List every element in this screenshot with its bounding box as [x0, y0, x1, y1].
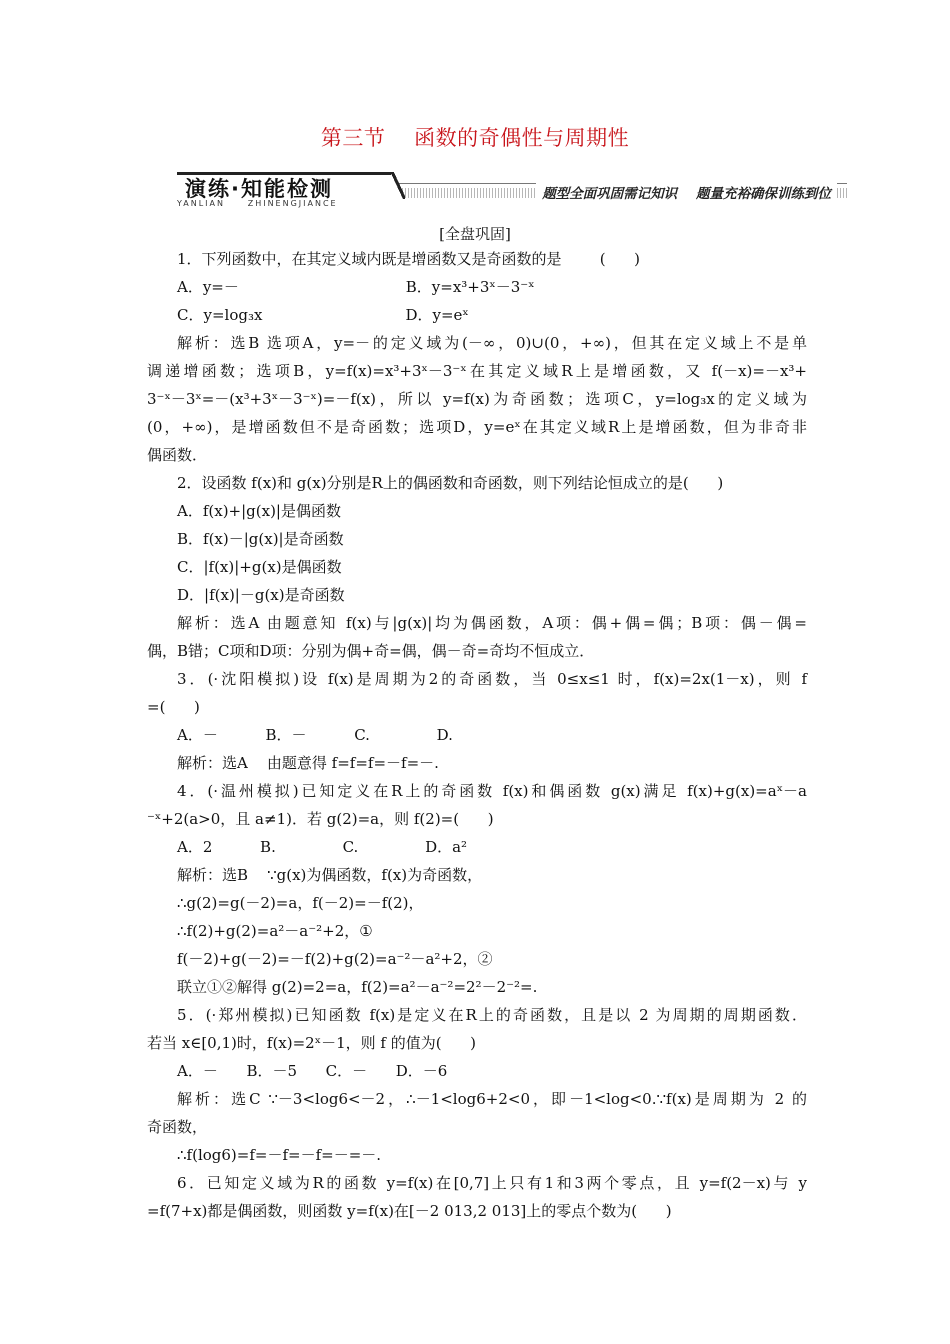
question-5-options: A．－ B．－5 C．－ D．－6: [177, 1062, 448, 1080]
question-4-options: A．2 B. C. D．a²: [177, 838, 468, 856]
banner-pinyin: YANLIAN ZHINENGJIANCE: [177, 199, 338, 208]
question-4-stem: 4．(·温州模拟)已知定义在R上的奇函数 f(x)和偶函数 g(x)满足 f(x)+g(x)=aˣ－a: [177, 782, 807, 800]
banner-tab-slant: [391, 172, 405, 199]
question-2-option-b: B．f(x)－|g(x)|是奇函数: [177, 530, 344, 548]
question-1-solution-line: 偶函数．: [147, 446, 208, 464]
section-label: [全盘巩固]: [439, 225, 511, 243]
banner-heading: 演练·知能检测: [185, 177, 333, 201]
question-2-option-d: D．|f(x)|－g(x)是奇函数: [177, 586, 345, 604]
question-5-solution-line: 奇函数，: [147, 1118, 208, 1136]
question-1-options-cd: C．y=log₃x D．y=eˣ: [177, 306, 469, 324]
question-6-stem: 6．已知定义域为R的函数 y=f(x)在[0,7]上只有1和3两个零点，且 y=f(2－x)与 y: [177, 1174, 807, 1192]
question-3-stem: 3．(·沈阳模拟)设 f(x)是周期为2的奇函数，当 0≤x≤1 时，f(x)=2x(1－x)，则 f: [177, 670, 807, 688]
question-1-solution-line: 3⁻ˣ－3ˣ=－(x³+3ˣ－3⁻ˣ)=－f(x)，所以 y=f(x)为奇函数；选项C，y=log₃x的定义域为: [147, 390, 807, 408]
question-4-solution-line: ∴g(2)=g(－2)=a，f(－2)=－f(2)，: [177, 894, 424, 912]
question-5-stem-line: 若当 x∈[0,1)时，f(x)=2ˣ－1，则 f 的值为( ): [147, 1034, 477, 1052]
question-1-solution: 解析：选B 选项A，y=－的定义域为(－∞，0)∪(0，+∞)，但其在定义域上不是单: [177, 334, 807, 352]
question-4-solution-line: f(－2)+g(－2)=－f(2)+g(2)=a⁻²－a²+2，②: [177, 950, 493, 968]
question-5-solution-line: ∴f(log6)=f=－f=－f=－=－.: [177, 1146, 382, 1164]
question-2-option-a: A．f(x)+|g(x)|是偶函数: [177, 502, 341, 520]
question-6-stem-line: =f(7+x)都是偶函数，则函数 y=f(x)在[－2 013,2 013]上的零点个数为( ): [147, 1202, 672, 1220]
question-4-solution: 解析：选B ∵g(x)为偶函数，f(x)为奇函数，: [177, 866, 483, 884]
question-4-stem-line: ⁻ˣ+2(a>0，且 a≠1)．若 g(2)=a，则 f(2)=( ): [147, 810, 494, 828]
question-3-options: A．－ B．－ C. D.: [177, 726, 453, 744]
question-1-solution-line: (0，+∞)，是增函数但不是奇函数；选项D，y=eˣ在其定义域R上是增函数，但为非奇非: [147, 418, 807, 436]
question-5-stem: 5．(·郑州模拟)已知函数 f(x)是定义在R上的奇函数，且是以 2 为周期的周期函数．: [177, 1006, 807, 1024]
question-1-options-ab: A．y=－ B．y=x³+3ˣ－3⁻ˣ: [177, 278, 535, 296]
question-4-solution-line: 联立①②解得 g(2)=2=a，f(2)=a²－a⁻²=2²－2⁻²=.: [177, 978, 538, 996]
question-3-stem-line: =( ): [147, 698, 200, 716]
question-2-option-c: C．|f(x)|+g(x)是偶函数: [177, 558, 342, 576]
question-2-solution: 解析：选A 由题意知 f(x)与|g(x)|均为偶函数，A项：偶+偶=偶；B项：偶－偶=: [177, 614, 807, 632]
question-3-solution: 解析：选A 由题意得 f=f=f=－f=－.: [177, 754, 439, 772]
section-banner: [177, 172, 847, 208]
question-4-solution-line: ∴f(2)+g(2)=a²－a⁻²+2，①: [177, 922, 373, 940]
question-1-stem: 1．下列函数中，在其定义域内既是增函数又是奇函数的是 ( ): [177, 250, 641, 268]
banner-slogan: 题型全面巩固需记知识 题量充裕确保训练到位: [536, 182, 837, 202]
question-2-solution-line: 偶，B错；C项和D项：分别为偶+奇=偶，偶－奇=奇均不恒成立．: [147, 642, 595, 660]
question-5-solution: 解析：选C ∵－3<log6<－2，∴－1<log6+2<0，即－1<log<0.∵f(x)是周期为 2 的: [177, 1090, 807, 1108]
question-2-stem: 2．设函数 f(x)和 g(x)分别是R上的偶函数和奇函数，则下列结论恒成立的是( ): [177, 474, 724, 492]
page-title: 第三节 函数的奇偶性与周期性: [320, 126, 630, 150]
question-1-solution-line: 调递增函数；选项B，y=f(x)=x³+3ˣ－3⁻ˣ在其定义域R上是增函数，又 f(－x)=－x³+: [147, 362, 807, 380]
